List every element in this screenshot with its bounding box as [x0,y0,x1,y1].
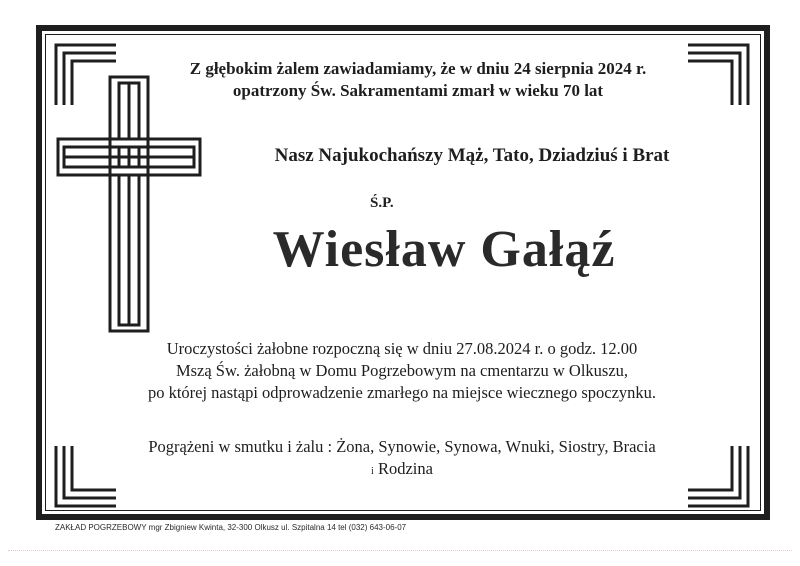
relation-line: Nasz Najukochańszy Mąż, Tato, Dziadziuś i Brat [274,145,670,166]
mourners-line-2 [2,458,800,483]
funeral-home-footer: ZAKŁAD POGRZEBOWY mgr Zbigniew Kwinta, 32-300 Olkusz ul. Szpitalna 14 tel (032) 643-06-07 [55,523,407,532]
intro-line-2: opatrzony Św. Sakramentami zmarł w wieku 70 lat [232,81,604,100]
intro-line-1: Z głębokim żalem zawiadamiamy, że w dniu 24 sierpnia 2024 r. [189,59,647,78]
deceased-name: Wiesław Gałąź [272,221,616,278]
sp-prefix: Ś.P. [370,195,394,211]
mourners-line-1: Pogrążeni w smutku i żalu : Żona, Synowie, Synowa, Wnuki, Siostry, Bracia [148,437,656,456]
announcement-intro [18,58,800,102]
ceremony-details [2,338,800,404]
page-edge-divider [8,550,792,551]
mourners-list [2,436,800,483]
latin-cross-icon [56,75,202,333]
mourners-line-2-rest: Rodzina [373,459,433,478]
mourners-line-2-prefix: i [371,466,374,477]
ceremony-line-3: po której nastąpi odprowadzenie zmarłego na miejsce wiecznego spoczynku. [147,383,657,402]
ceremony-line-1: Uroczystości żałobne rozpoczną się w dniu 27.08.2024 r. o godz. 12.00 [166,339,638,358]
ceremony-line-2: Mszą Św. żałobną w Domu Pogrzebowym na cmentarzu w Olkuszu, [175,361,629,380]
